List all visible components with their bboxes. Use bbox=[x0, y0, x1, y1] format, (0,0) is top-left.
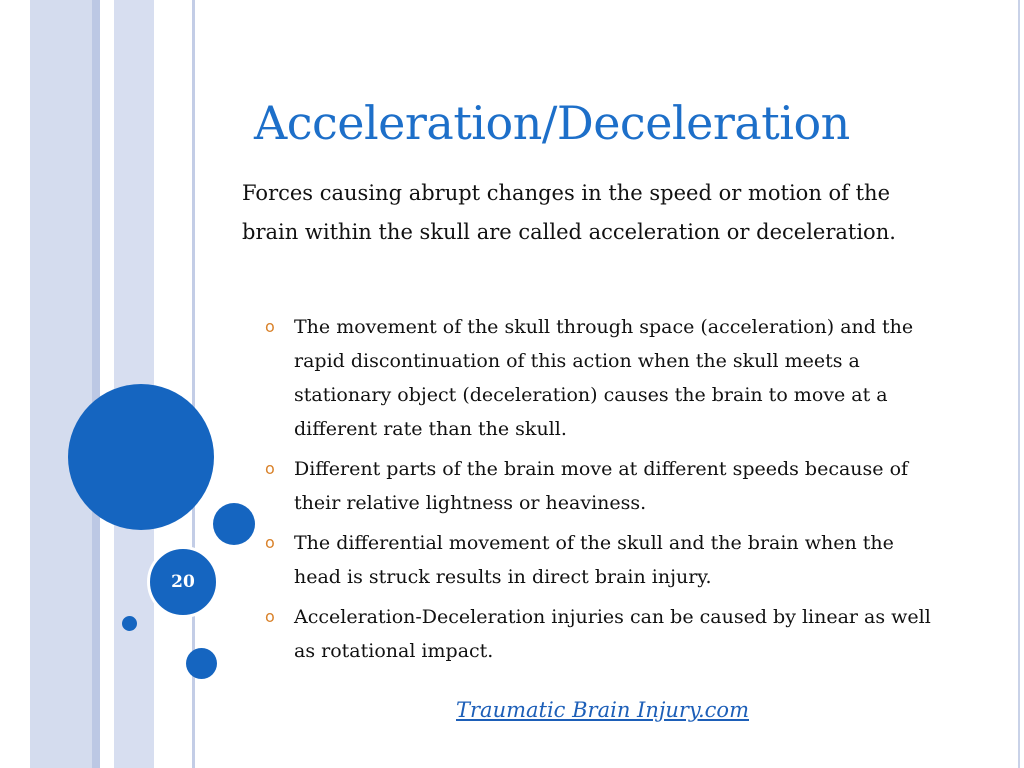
decorative-circle-medium bbox=[213, 503, 255, 545]
stripe bbox=[154, 0, 192, 768]
slide-title: Acceleration/Deceleration bbox=[254, 96, 850, 150]
bullet-marker-icon: o bbox=[265, 607, 275, 626]
source-link[interactable]: Traumatic Brain Injury.com bbox=[456, 698, 749, 722]
decorative-circle-bottom bbox=[186, 648, 217, 679]
bullet-marker-icon: o bbox=[265, 533, 275, 552]
page-number: 20 bbox=[171, 572, 195, 592]
bullet-item bbox=[262, 310, 942, 446]
stripe bbox=[30, 0, 92, 768]
stripe bbox=[0, 0, 30, 768]
bullet-text: Different parts of the brain move at different speeds because of their relative lightness or heaviness. bbox=[294, 458, 909, 514]
stripe bbox=[92, 0, 100, 768]
intro-paragraph: Forces causing abrupt changes in the speed or motion of the brain within the skull are called acceleration or deceleration. bbox=[242, 181, 896, 244]
bullet-list bbox=[262, 310, 942, 674]
right-border-line bbox=[1018, 0, 1020, 768]
decorative-circle-small bbox=[122, 616, 137, 631]
stripe bbox=[100, 0, 114, 768]
bullet-item bbox=[262, 452, 942, 520]
bullet-text: The movement of the skull through space (acceleration) and the rapid discontinuation of this action when the skull meets a stationary object (deceleration) causes the brain to move at a different rate than the skull. bbox=[294, 316, 914, 440]
bullet-item bbox=[262, 600, 942, 668]
bullet-item bbox=[262, 526, 942, 594]
bullet-text: Acceleration-Deceleration injuries can be caused by linear as well as rotational impact. bbox=[294, 606, 931, 662]
decorative-circle-large bbox=[68, 384, 214, 530]
bullet-marker-icon: o bbox=[265, 317, 275, 336]
bullet-marker-icon: o bbox=[265, 459, 275, 478]
bullet-text: The differential movement of the skull and the brain when the head is struck results in direct brain injury. bbox=[294, 532, 894, 588]
page-number-badge bbox=[147, 546, 219, 618]
